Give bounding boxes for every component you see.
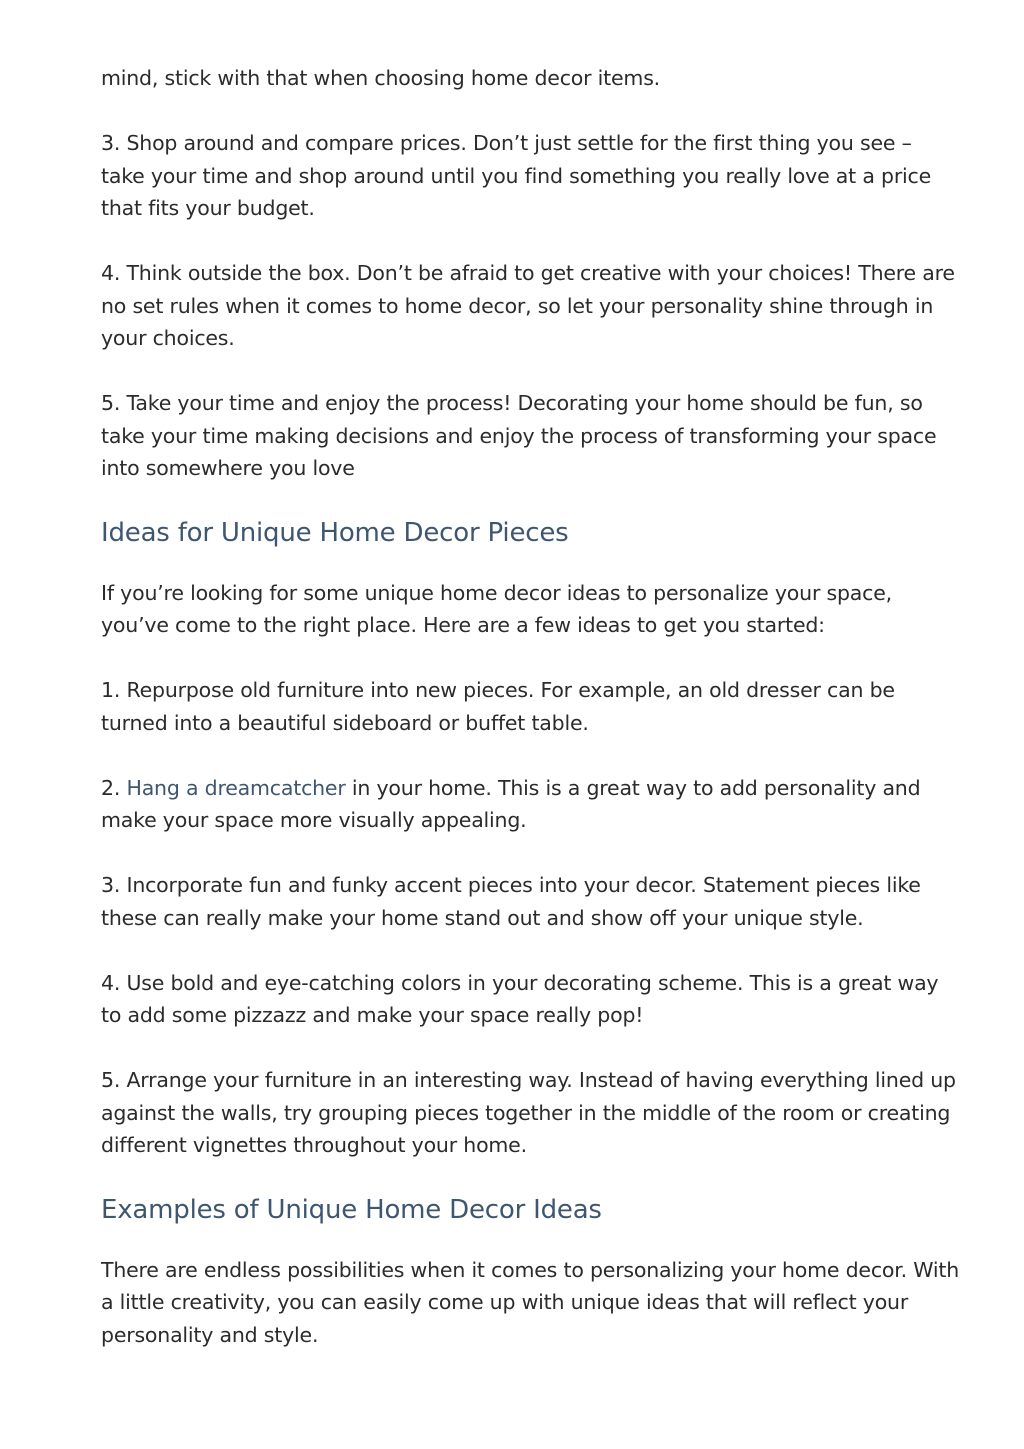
tip-5-paragraph: 5. Take your time and enjoy the process! Decorating your home should be fun, so take your time making decisions and enjoy the process of transforming your space into somewhere you love	[101, 391, 937, 480]
intro-continuation-paragraph: mind, stick with that when choosing home decor items.	[101, 66, 660, 90]
idea-2-suffix: in your home. This is a great way to add personality and make your space more visually appealing.	[101, 775, 921, 832]
idea-4-paragraph: 4. Use bold and eye-catching colors in your decorating scheme. This is a great way to add some pizzazz and make your space really pop!	[101, 970, 939, 1027]
idea-3-paragraph: 3. Incorporate fun and funky accent pieces into your decor. Statement pieces like these can really make your home stand out and show off your unique style.	[101, 873, 921, 930]
tip-3-paragraph: 3. Shop around and compare prices. Don’t just settle for the first thing you see – take your time and shop around until you find something you really love at a price that fits your budget.	[101, 131, 932, 220]
ideas-section-heading: Ideas for Unique Home Decor Pieces	[101, 517, 569, 548]
tip-4-paragraph: 4. Think outside the box. Don’t be afraid to get creative with your choices! There are no set rules when it comes to home decor, so let your personality shine through in your choices.	[101, 261, 955, 350]
article-body	[101, 62, 961, 1351]
idea-2-prefix: 2.	[101, 775, 127, 800]
idea-1-paragraph: 1. Repurpose old furniture into new pieces. For example, an old dresser can be turned into a beautiful sideboard or buffet table.	[101, 678, 895, 735]
idea-2-paragraph	[101, 772, 961, 837]
dreamcatcher-link[interactable]: Hang a dreamcatcher	[126, 775, 346, 800]
ideas-intro-paragraph: If you’re looking for some unique home decor ideas to personalize your space, you’ve come to the right place. Here are a few ideas to get you started:	[101, 580, 892, 637]
examples-section-heading: Examples of Unique Home Decor Ideas	[101, 1194, 602, 1225]
examples-intro-paragraph: There are endless possibilities when it comes to personalizing your home decor. With a little creativity, you can easily come up with unique ideas that will reflect your personality and style.	[101, 1257, 959, 1347]
idea-5-paragraph: 5. Arrange your furniture in an interesting way. Instead of having everything lined up against the walls, try grouping pieces together in the middle of the room or creating different vignettes throughout your home.	[101, 1068, 956, 1157]
